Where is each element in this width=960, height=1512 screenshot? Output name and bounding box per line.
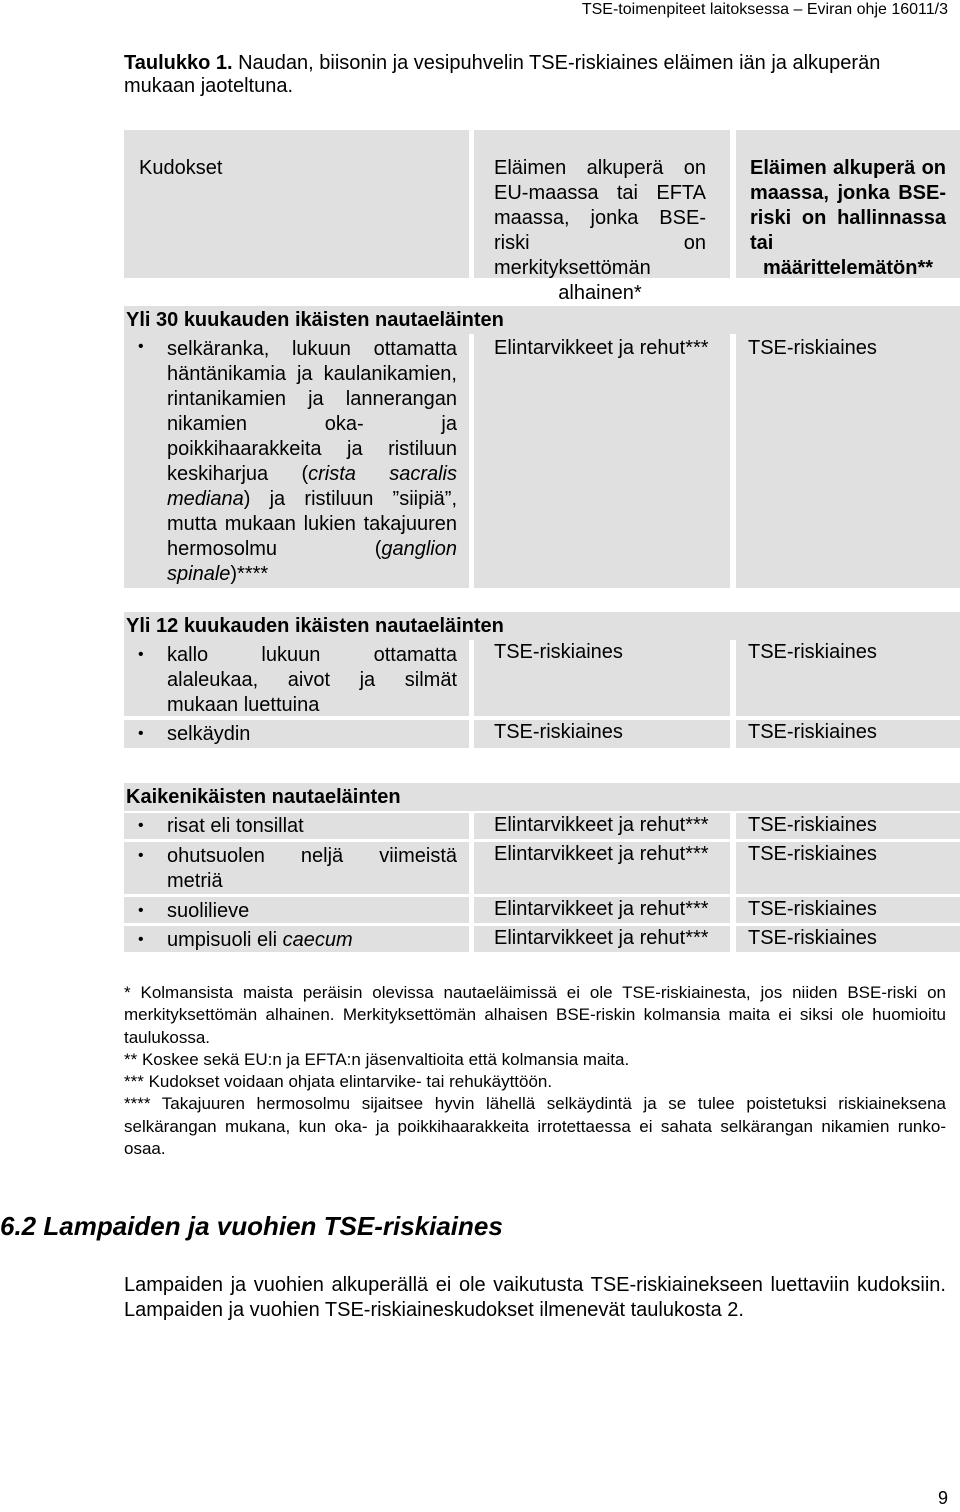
tissue-text: selkäydin [167,723,251,745]
status-cell [474,720,730,748]
table-row [124,813,960,839]
status-controlled-risk: TSE-riskiaines [748,927,877,949]
tissue-text [167,928,457,953]
table-header-row [124,130,960,304]
bullet: • [138,725,144,742]
caption-text: Naudan, biisonin ja vesipuhvelin TSE-riskiaines eläimen iän ja alkuperän mukaan jaoteltuna. [124,52,881,97]
status-low-risk: TSE-riskiaines [494,641,623,663]
footnote: ** Koskee sekä EU:n ja EFTA:n jäsenvaltioita että kolmansia maita. [124,1049,630,1069]
status-cell [474,897,730,923]
footnote: * Kolmansista maista peräisin olevissa nautaeläimissä ei ole TSE-riskiainesta, jos niiden BSE-riski on merkityksettömän alhainen. Merkityksettömän alhaisen BSE-riskin kolmansia maita ei siksi ole huomioitu taulukossa. [124,983,946,1047]
status-cell [474,926,730,952]
group-header [124,783,960,811]
table-row [124,640,960,716]
status-low-risk: Elintarvikkeet ja rehut*** [494,843,709,865]
tissue-text-part: umpisuoli eli [167,929,283,951]
status-cell [736,926,960,952]
bullet: • [138,847,144,864]
tissue-cell [124,842,469,894]
caption-label: Taulukko 1. [124,52,233,74]
status-cell [474,640,730,716]
footnote: **** Takajuuren hermosolmu sijaitsee hyvin lähellä selkäydintä ja se tulee poistetuksi riskiaineksena selkärangan mukana, kun oka- ja poikkihaarakkeita irrotettaessa ei sahata selkärangan nikamien runko-osaa. [124,1094,946,1159]
tissue-text: risat eli tonsillat [167,815,304,837]
tissue-text: kallo lukuun ottamatta alaleukaa, aivot ja silmät mukaan luettuina [167,644,457,716]
group-title: Yli 30 kuukauden ikäisten nautaeläinten [126,309,504,331]
tissue-cell [124,640,469,716]
status-low-risk: Elintarvikkeet ja rehut*** [494,898,709,920]
status-controlled-risk: TSE-riskiaines [748,898,877,920]
bullet: • [138,931,144,948]
status-cell [474,842,730,894]
table-caption [124,52,934,98]
status-cell [736,813,960,839]
bullet: • [138,338,144,355]
tissue-text [167,337,457,587]
tissue-cell [124,813,469,839]
header-tissues: Kudokset [139,157,223,179]
table-row [124,897,960,923]
section-heading: 6.2 Lampaiden ja vuohien TSE-riskiaines [0,1211,503,1241]
header-low-risk: Eläimen alkuperä on EU-maassa tai EFTA maassa, jonka BSE-riski on merkityksettömän alhainen* [494,157,706,304]
table-row [124,842,960,894]
tissue-latin: crista sacralis mediana [167,463,457,510]
status-controlled-risk: TSE-riskiaines [748,337,877,359]
table-row [124,334,960,588]
header-controlled-risk: Eläimen alkuperä on maassa, jonka BSE-riski on hallinnassa tai määrittelemätön** [750,157,946,279]
status-cell [736,720,960,748]
tissue-text-part: selkäranka, lukuun ottamatta häntänikamia ja kaulanikamien, rintanikamien ja lannerangan nikamien oka- ja poikkihaarakkeita ja ristiluun keskiharjua ( [167,338,457,485]
group-title: Kaikenikäisten nautaeläinten [126,786,401,808]
status-controlled-risk: TSE-riskiaines [748,721,877,743]
header-cell-controlled-risk [736,130,960,278]
status-low-risk: Elintarvikkeet ja rehut*** [494,337,709,359]
status-cell [736,842,960,894]
tissue-text: ohutsuolen neljä viimeistä metriä [167,845,457,892]
tissue-latin: caecum [282,929,353,951]
table-row [124,720,960,748]
group-header [124,612,960,640]
tissue-text-part: )**** [230,563,269,585]
status-controlled-risk: TSE-riskiaines [748,641,877,663]
status-controlled-risk: TSE-riskiaines [748,814,877,836]
group-title: Yli 12 kuukauden ikäisten nautaeläinten [126,615,504,637]
status-cell [474,334,730,588]
header-cell-tissues [124,130,469,278]
status-cell [474,813,730,839]
page-number: 9 [937,1488,948,1508]
footnotes [124,982,946,1160]
status-cell [736,897,960,923]
status-controlled-risk: TSE-riskiaines [748,843,877,865]
group-header [124,306,960,334]
status-cell [736,334,960,588]
tissue-latin: ganglion spinale [167,538,457,585]
tissue-text: suolilieve [167,900,250,922]
status-low-risk: Elintarvikkeet ja rehut*** [494,814,709,836]
tissue-cell [124,334,469,588]
status-low-risk: TSE-riskiaines [494,721,623,743]
tissue-text-part: ) ja ristiluun ”siipiä”, mutta mukaan lukien takajuuren hermosolmu ( [167,488,457,560]
bullet: • [138,817,144,834]
header-cell-low-risk [474,130,730,304]
bullet: • [138,646,144,663]
footnote: *** Kudokset voidaan ohjata elintarvike- tai rehukäyttöön. [124,1072,553,1092]
section-paragraph: Lampaiden ja vuohien alkuperällä ei ole vaikutusta TSE-riskiainekseen luettaviin kudoksiin. Lampaiden ja vuohien TSE-riskiaineskudokset ilmenevät taulukosta 2. [124,1274,946,1321]
status-cell [736,640,960,716]
bullet: • [138,902,144,919]
table-row [124,926,960,952]
running-head: TSE-toimenpiteet laitoksessa – Eviran ohje 16011/3 [581,1,948,18]
tissue-cell [124,897,469,923]
tissue-cell [124,720,469,748]
status-low-risk: Elintarvikkeet ja rehut*** [494,927,709,949]
tissue-cell [124,926,469,952]
